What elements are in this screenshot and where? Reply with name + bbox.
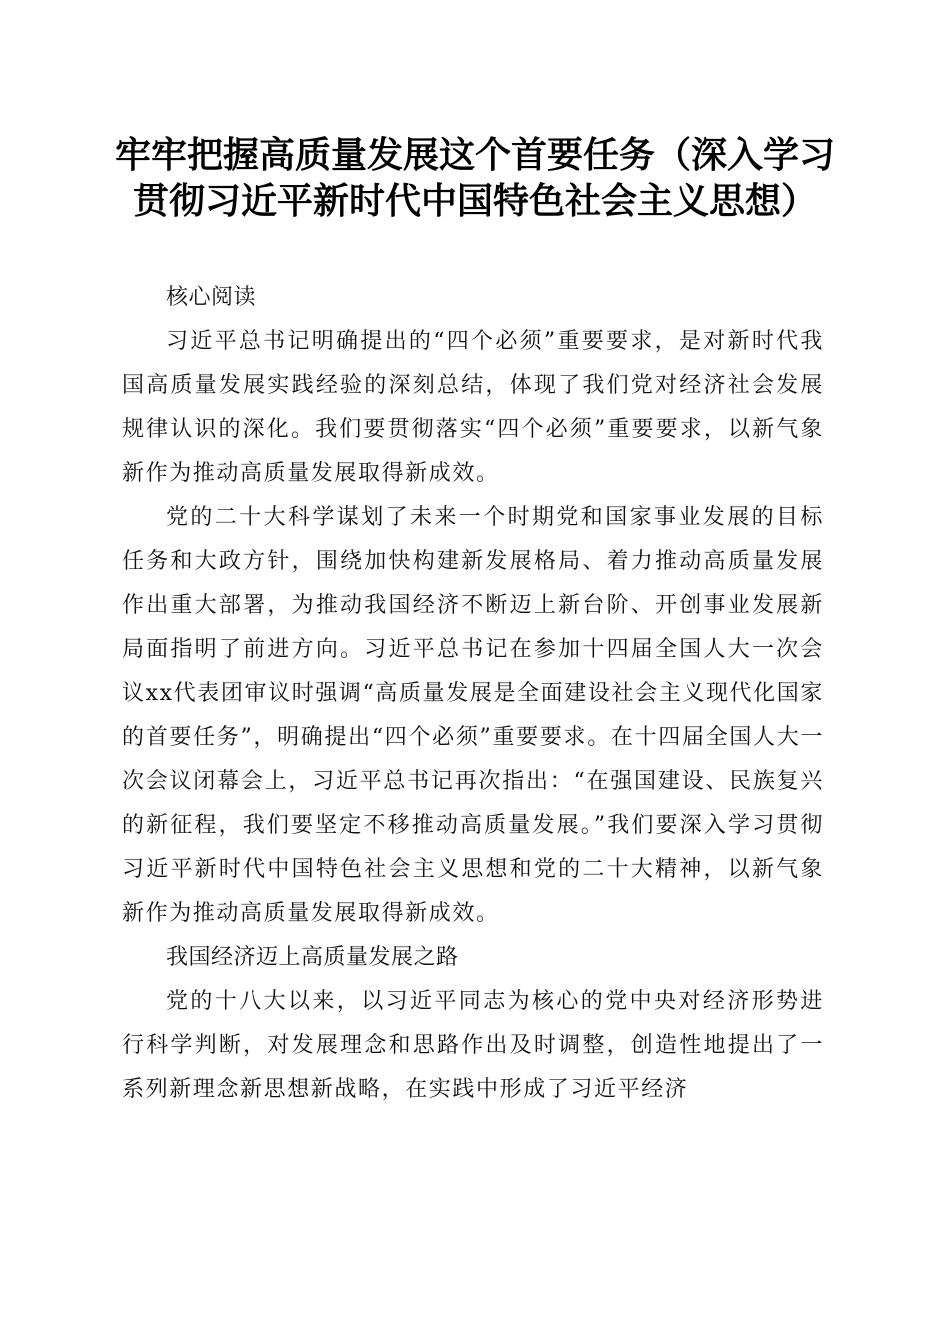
title-line-1: 牢牢把握高质量发展这个首要任务（深入学习 [114, 134, 835, 176]
title-line-2: 贯彻习近平新时代中国特色社会主义思想） [132, 180, 817, 222]
paragraph-eighteenth-congress: 党的十八大以来，以习近平同志为核心的党中央对经济形势进行科学判断，对发展理念和思路作出及时调整，创造性地提出了一系列新理念新思想新战略，在实践中形成了习近平经济 [122, 989, 824, 1102]
section-heading-core-reading: 核心阅读 [166, 285, 257, 310]
paragraph-four-musts: 习近平总书记明确提出的“四个必须”重要要求，是对新时代我国高质量发展实践经验的深刻总结，体现了我们党对经济社会发展规律认识的深化。我们要贯彻落实“四个必须”重要要求，以新气象新作为推动高质量发展取得新成效。 [122, 329, 824, 486]
paragraph-twentieth-congress: 党的二十大科学谋划了未来一个时期党和国家事业发展的目标任务和大政方针，围绕加快构建新发展格局、着力推动高质量发展作出重大部署，为推动我国经济不断迈上新台阶、开创事业发展新局面指明了前进方向。习近平总书记在参加十四届全国人大一次会议xx代表团审议时强调“高质量发展是全面建设社会主义现代化国家的首要任务”，明确提出“四个必须”重要要求。在十四届全国人大一次会议闭幕会上，习近平总书记再次指出：“在强国建设、民族复兴的新征程，我们要坚定不移推动高质量发展。”我们要深入学习贯彻习近平新时代中国特色社会主义思想和党的二十大精神，以新气象新作为推动高质量发展取得新成效。 [122, 505, 824, 926]
document-title [110, 132, 840, 224]
section-heading-high-quality-path: 我国经济迈上高质量发展之路 [166, 945, 459, 970]
document-body [122, 276, 824, 1112]
